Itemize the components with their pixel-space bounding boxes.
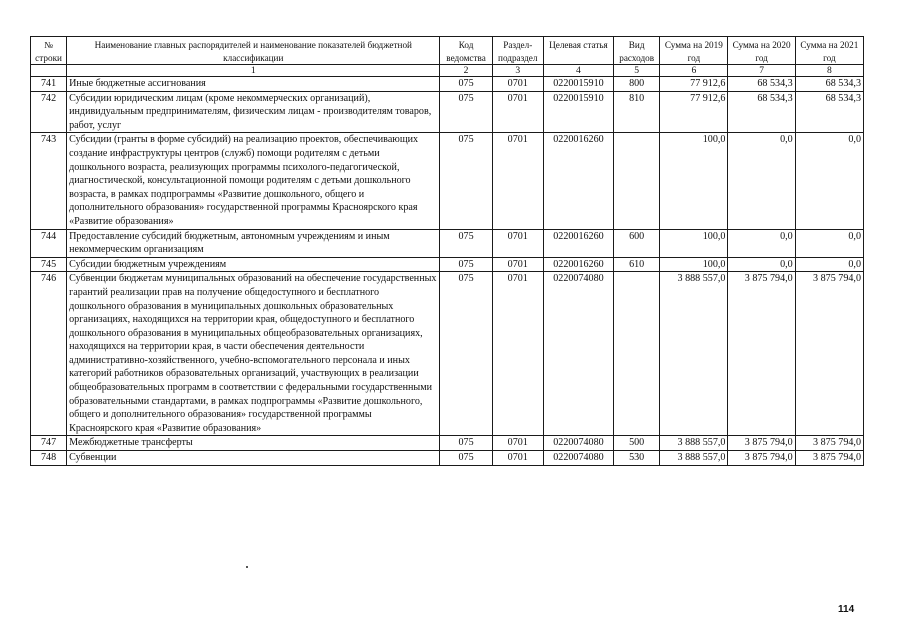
- section-cell: 0701: [492, 436, 543, 451]
- column-number: [31, 65, 67, 77]
- dept-code-cell: 075: [440, 77, 492, 92]
- sum-2021-cell: 3 875 794,0: [795, 272, 863, 436]
- expense-type-cell: [614, 272, 660, 436]
- target-article-cell: 0220016260: [543, 229, 613, 257]
- header-row-no: № строки: [31, 37, 67, 65]
- expense-type-cell: 800: [614, 77, 660, 92]
- dept-code-cell: 075: [440, 229, 492, 257]
- table-row: [31, 133, 864, 229]
- target-article-cell: 0220016260: [543, 133, 613, 229]
- row-number-cell: 744: [31, 229, 67, 257]
- expense-type-cell: 600: [614, 229, 660, 257]
- row-number-cell: 741: [31, 77, 67, 92]
- table-header: [31, 37, 864, 77]
- target-article-cell: 0220015910: [543, 77, 613, 92]
- section-cell: 0701: [492, 257, 543, 272]
- column-number: 5: [614, 65, 660, 77]
- section-cell: 0701: [492, 229, 543, 257]
- row-number-cell: 746: [31, 272, 67, 436]
- sum-2019-cell: 77 912,6: [660, 77, 728, 92]
- target-article-cell: 0220074080: [543, 451, 613, 466]
- expense-type-cell: 810: [614, 91, 660, 133]
- scan-speck: [246, 566, 248, 568]
- column-number: 2: [440, 65, 492, 77]
- table-body: [31, 77, 864, 466]
- target-article-cell: 0220074080: [543, 272, 613, 436]
- section-cell: 0701: [492, 77, 543, 92]
- dept-code-cell: 075: [440, 272, 492, 436]
- header-row: [31, 37, 864, 65]
- expense-type-cell: [614, 133, 660, 229]
- table-row: [31, 436, 864, 451]
- dept-code-cell: 075: [440, 451, 492, 466]
- expense-type-cell: 610: [614, 257, 660, 272]
- row-name-cell: Субвенции бюджетам муниципальных образований на обеспечение государственных гарантий реализации прав на получение общедоступного и бесплатного дошкольного образования в муниципальных дошкольных образовательных организациях, находящихся на территории края, общедоступного и бесплатного дошкольного образования в муниципальных общеобразовательных организациях, находящихся на территории края, в части обеспечения деятельности административно-хозяйственного, учебно-вспомогательного персонала и иных категорий работников образовательных организаций, участвующих в реализации общеобразовательных программ в соответствии с федеральными государственными образовательными стандартами, в рамках подпрограммы «Развитие дошкольного, общего и дополнительного образования» государственной программы Красноярского края «Развитие образования»: [67, 272, 440, 436]
- sum-2020-cell: 0,0: [728, 133, 795, 229]
- target-article-cell: 0220015910: [543, 91, 613, 133]
- section-cell: 0701: [492, 91, 543, 133]
- column-number: 4: [543, 65, 613, 77]
- header-sum-2019: Сумма на 2019 год: [660, 37, 728, 65]
- sum-2020-cell: 0,0: [728, 257, 795, 272]
- row-number-cell: 745: [31, 257, 67, 272]
- row-number-cell: 747: [31, 436, 67, 451]
- row-number-cell: 743: [31, 133, 67, 229]
- header-dept-code: Код ведомства: [440, 37, 492, 65]
- column-number: 8: [795, 65, 863, 77]
- row-name-cell: Иные бюджетные ассигнования: [67, 77, 440, 92]
- sum-2019-cell: 100,0: [660, 257, 728, 272]
- expense-type-cell: 500: [614, 436, 660, 451]
- table-row: [31, 451, 864, 466]
- table-row: [31, 91, 864, 133]
- sum-2020-cell: 3 875 794,0: [728, 451, 795, 466]
- header-expense-type: Вид расходов: [614, 37, 660, 65]
- dept-code-cell: 075: [440, 133, 492, 229]
- row-number-cell: 748: [31, 451, 67, 466]
- table-row: [31, 77, 864, 92]
- row-number-cell: 742: [31, 91, 67, 133]
- sum-2020-cell: 68 534,3: [728, 77, 795, 92]
- sum-2021-cell: 3 875 794,0: [795, 436, 863, 451]
- column-number: 1: [67, 65, 440, 77]
- sum-2020-cell: 3 875 794,0: [728, 272, 795, 436]
- table-row: [31, 272, 864, 436]
- sum-2019-cell: 100,0: [660, 229, 728, 257]
- section-cell: 0701: [492, 133, 543, 229]
- column-number-row: [31, 65, 864, 77]
- header-sum-2021: Сумма на 2021 год: [795, 37, 863, 65]
- sum-2019-cell: 3 888 557,0: [660, 451, 728, 466]
- sum-2019-cell: 77 912,6: [660, 91, 728, 133]
- header-name: Наименование главных распорядителей и наименование показателей бюджетной классификации: [67, 37, 440, 65]
- sum-2020-cell: 68 534,3: [728, 91, 795, 133]
- sum-2021-cell: 68 534,3: [795, 77, 863, 92]
- sum-2021-cell: 0,0: [795, 257, 863, 272]
- header-section: Раздел-подраздел: [492, 37, 543, 65]
- header-target: Целевая статья: [543, 37, 613, 65]
- budget-table: [30, 36, 864, 466]
- sum-2019-cell: 3 888 557,0: [660, 272, 728, 436]
- header-sum-2020: Сумма на 2020 год: [728, 37, 795, 65]
- row-name-cell: Субсидии (гранты в форме субсидий) на реализацию проектов, обеспечивающих создание инфраструктуры центров (служб) помощи родителям с детьми дошкольного возраста, реализующих программы психолого-педагогической, диагностической, консультационной помощи родителям с детьми дошкольного возраста, в рамках подпрограммы «Развитие дошкольного, общего и дополнительного образования» государственной программы Красноярского края «Развитие образования»: [67, 133, 440, 229]
- table-row: [31, 257, 864, 272]
- section-cell: 0701: [492, 272, 543, 436]
- target-article-cell: 0220074080: [543, 436, 613, 451]
- sum-2019-cell: 3 888 557,0: [660, 436, 728, 451]
- sum-2021-cell: 0,0: [795, 133, 863, 229]
- row-name-cell: Субвенции: [67, 451, 440, 466]
- column-number: 6: [660, 65, 728, 77]
- sum-2021-cell: 0,0: [795, 229, 863, 257]
- dept-code-cell: 075: [440, 436, 492, 451]
- page-number: 114: [838, 604, 855, 615]
- dept-code-cell: 075: [440, 91, 492, 133]
- row-name-cell: Субсидии бюджетным учреждениям: [67, 257, 440, 272]
- sum-2021-cell: 3 875 794,0: [795, 451, 863, 466]
- sum-2020-cell: 0,0: [728, 229, 795, 257]
- row-name-cell: Субсидии юридическим лицам (кроме некоммерческих организаций), индивидуальным предпринимателям, физическим лицам - производителям товаров, работ, услуг: [67, 91, 440, 133]
- column-number: 3: [492, 65, 543, 77]
- dept-code-cell: 075: [440, 257, 492, 272]
- table-row: [31, 229, 864, 257]
- row-name-cell: Предоставление субсидий бюджетным, автономным учреждениям и иным некоммерческим организациям: [67, 229, 440, 257]
- sum-2020-cell: 3 875 794,0: [728, 436, 795, 451]
- column-number: 7: [728, 65, 795, 77]
- sum-2019-cell: 100,0: [660, 133, 728, 229]
- section-cell: 0701: [492, 451, 543, 466]
- target-article-cell: 0220016260: [543, 257, 613, 272]
- row-name-cell: Межбюджетные трансферты: [67, 436, 440, 451]
- expense-type-cell: 530: [614, 451, 660, 466]
- sum-2021-cell: 68 534,3: [795, 91, 863, 133]
